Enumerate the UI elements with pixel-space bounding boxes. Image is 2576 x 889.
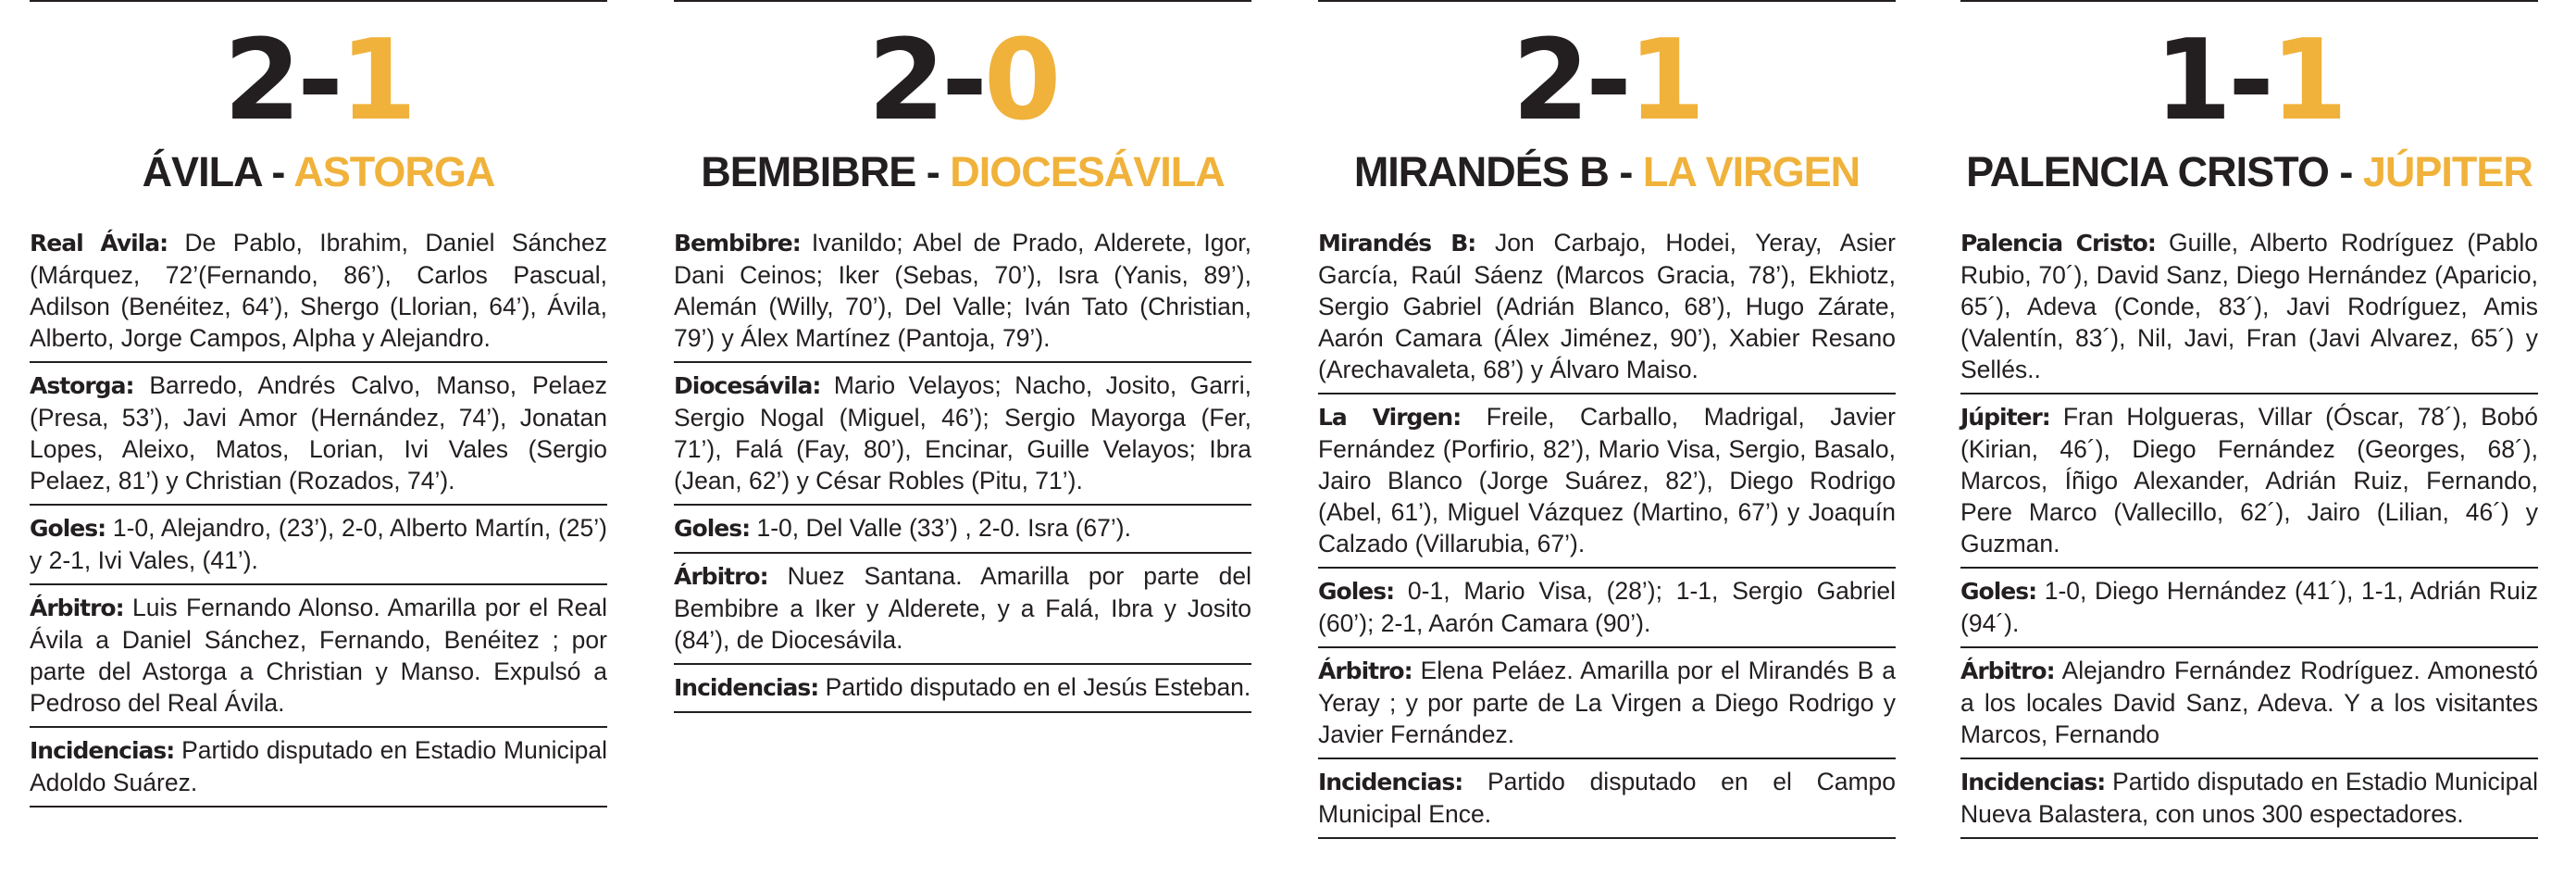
goals (1960, 569, 2538, 648)
top-rule (30, 0, 607, 2)
section-text: Partido disputado en el Campo Municipal Ence. (1318, 768, 1896, 828)
away-team: ASTORGA (293, 148, 495, 195)
section-label: Astorga: (30, 372, 134, 399)
section-text: Nuez Santana. Amarilla por parte del Bembibre a Iker y Alderete, y a Falá, Ibra y Josito (84’), de Diocesávila. (674, 562, 1251, 654)
scoreline (30, 17, 607, 145)
away-goals: 1 (339, 17, 414, 145)
section-label: Incidencias: (1960, 769, 2106, 795)
scoreline (1960, 17, 2538, 145)
section-label: Árbitro: (674, 563, 768, 590)
home-team: PALENCIA CRISTO (1966, 148, 2329, 195)
home-goals: 2 (867, 17, 942, 145)
section-label: Árbitro: (1960, 657, 2055, 684)
section-text: Freile, Carballo, Madrigal, Javier Fernández (Porfirio, 82’), Mario Visa, Sergio, Basalo, Jairo Blanco (Jorge Suárez, 82’), Diego Rodrigo (Abel, 61’), Miguel Vázquez (Martino, 67’) y Joaquín Calzado (Villarubia, 67’). (1318, 403, 1896, 557)
incidents (30, 728, 607, 808)
section-text: 1-0, Del Valle (33’) , 2-0. Isra (67’). (750, 514, 1131, 542)
section-label: Goles: (1960, 578, 2037, 605)
home-lineup (30, 220, 607, 363)
top-rule (1318, 0, 1896, 2)
away-team: LA VIRGEN (1642, 148, 1860, 195)
section-label: Incidencias: (674, 674, 819, 701)
home-lineup (1960, 220, 2538, 394)
section-text: Ivanildo; Abel de Prado, Alderete, Igor, Dani Ceinos; Iker (Sebas, 70’), Isra (Yanis, 89’), Alemán (Willy, 70’), Del Valle; Iván Tato (Christian, 79’) y Álex Martínez (Pantoja, 79’). (674, 229, 1251, 352)
home-team: MIRANDÉS B (1353, 148, 1609, 195)
section-label: Goles: (30, 515, 106, 542)
referee (674, 554, 1251, 665)
section-label: Incidencias: (1318, 769, 1463, 795)
section-text: Guille, Alberto Rodríguez (Pablo Rubio, 70´), David Sanz, Diego Hernández (Aparicio, 65´), Adeva (Conde, 83´), Javi Rodríguez, Amis (Valentín, 83´), Nil, Javi, Fran (Javi Alvarez, 65´) y Sellés.. (1960, 229, 2538, 383)
goals (1318, 569, 1896, 648)
section-label: Mirandés B: (1318, 230, 1476, 257)
section-text: Partido disputado en Estadio Municipal Nueva Balastera, con unos 300 espectadores. (1960, 768, 2538, 828)
away-lineup (1960, 394, 2538, 569)
section-label: Bembibre: (674, 230, 801, 257)
incidents (1318, 759, 1896, 839)
section-label: Real Ávila: (30, 230, 168, 257)
away-lineup (30, 363, 607, 506)
teams-separator: - (2328, 148, 2363, 195)
score-dash: - (941, 17, 984, 145)
referee (1960, 648, 2538, 759)
home-lineup (674, 220, 1251, 363)
home-lineup (1318, 220, 1896, 394)
scoreline (674, 17, 1251, 145)
section-label: Árbitro: (1318, 657, 1412, 684)
section-label: Árbitro: (30, 595, 124, 621)
section-text: Mario Velayos; Nacho, Josito, Garri, Sergio Nogal (Miguel, 46’); Sergio Mayorga (Fer, 71’), Falá (Fay, 80’), Encinar, Guille Velayos; Ibra (Jean, 62’) y César Robles (Pitu, 71’). (674, 371, 1251, 495)
section-text: Partido disputado en el Jesús Esteban. (818, 673, 1251, 701)
section-text: 1-0, Alejandro, (23’), 2-0, Alberto Martín, (25’) y 2-1, Ivi Vales, (41’). (30, 514, 607, 574)
incidents (674, 665, 1251, 713)
home-goals: 2 (223, 17, 298, 145)
score-dash: - (297, 17, 340, 145)
home-goals: 1 (2154, 17, 2229, 145)
section-text: Jon Carbajo, Hodei, Yeray, Asier García, Raúl Sáenz (Marcos Gracia, 78’), Ekhiotz, Sergio Gabriel (Adrián Blanco, 68’), Hugo Zárate, Aarón Camara (Álex Jiménez, 90’), Xabier Resano (Arechavaleta, 68’) y Álvaro Maiso. (1318, 229, 1896, 383)
teams-separator: - (260, 148, 294, 195)
away-goals: 0 (983, 17, 1058, 145)
home-team: ÁVILA (142, 148, 261, 195)
section-text: Partido disputado en Estadio Municipal Adoldo Suárez. (30, 736, 607, 796)
referee (1318, 648, 1896, 759)
teams-separator: - (1608, 148, 1643, 195)
scoreline (1318, 17, 1896, 145)
section-text: Elena Peláez. Amarilla por el Mirandés B a Yeray ; y por parte de La Virgen a Diego Rodrigo y Javier Fernández. (1318, 657, 1896, 748)
match-column-2 (674, 0, 1251, 713)
incidents (1960, 759, 2538, 839)
match-column-3 (1318, 0, 1896, 839)
section-text: 1-0, Diego Hernández (41´), 1-1, Adrián Ruiz (94´). (1960, 577, 2538, 637)
teams-heading (30, 148, 607, 196)
away-lineup (1318, 394, 1896, 569)
section-text: 0-1, Mario Visa, (28’); 1-1, Sergio Gabriel (60’); 2-1, Aarón Camara (90’). (1318, 577, 1896, 637)
section-label: Palencia Cristo: (1960, 230, 2156, 257)
referee (30, 585, 607, 728)
section-text: Luis Fernando Alonso. Amarilla por el Real Ávila a Daniel Sánchez, Fernando, Benéitez ; por parte del Astorga a Christian y Manso. Expulsó a Pedroso del Real Ávila. (30, 594, 607, 717)
section-label: Diocesávila: (674, 372, 821, 399)
section-label: Goles: (1318, 578, 1395, 605)
teams-heading (1960, 148, 2538, 196)
section-text: Alejandro Fernández Rodríguez. Amonestó a los locales David Sanz, Adeva. Y a los visitantes Marcos, Fernando (1960, 657, 2538, 748)
away-goals: 1 (2270, 17, 2345, 145)
section-label: Júpiter: (1960, 404, 2050, 431)
teams-heading (1318, 148, 1896, 196)
section-label: La Virgen: (1318, 404, 1462, 431)
section-text: Fran Holgueras, Villar (Óscar, 78´), Bobó (Kirian, 46´), Diego Fernández (Georges, 68´), Marcos, Íñigo Alexander, Adrián Ruiz, Fernando, Pere Marco (Vallecillo, 62´), Jairo (Lilian, 46´) y Guzman. (1960, 403, 2538, 557)
goals (30, 506, 607, 585)
away-goals: 1 (1627, 17, 1702, 145)
match-column-1 (30, 0, 607, 808)
score-dash: - (1586, 17, 1628, 145)
section-text: Barredo, Andrés Calvo, Manso, Pelaez (Presa, 53’), Javi Amor (Hernández, 74’), Jonatan Lopes, Aleixo, Matos, Lorian, Ivi Vales (Sergio Pelaez, 81’) y Christian (Rozados, 74’). (30, 371, 607, 495)
teams-separator: - (915, 148, 951, 195)
section-text: De Pablo, Ibrahim, Daniel Sánchez (Márquez, 72’(Fernando, 86’), Carlos Pascual, Adilson (Benéitez, 64’), Shergo (Llorian, 64’), Ávila, Alberto, Jorge Campos, Alpha y Alejandro. (30, 229, 607, 352)
top-rule (1960, 0, 2538, 2)
section-label: Incidencias: (30, 737, 175, 764)
home-team: BEMBIBRE (701, 148, 916, 195)
teams-heading (674, 148, 1251, 196)
home-goals: 2 (1512, 17, 1587, 145)
match-column-4 (1960, 0, 2538, 839)
top-rule (674, 0, 1251, 2)
section-label: Goles: (674, 515, 751, 542)
away-lineup (674, 363, 1251, 506)
goals (674, 506, 1251, 554)
away-team: DIOCESÁVILA (950, 148, 1225, 195)
score-dash: - (2228, 17, 2271, 145)
away-team: JÚPITER (2362, 148, 2532, 195)
